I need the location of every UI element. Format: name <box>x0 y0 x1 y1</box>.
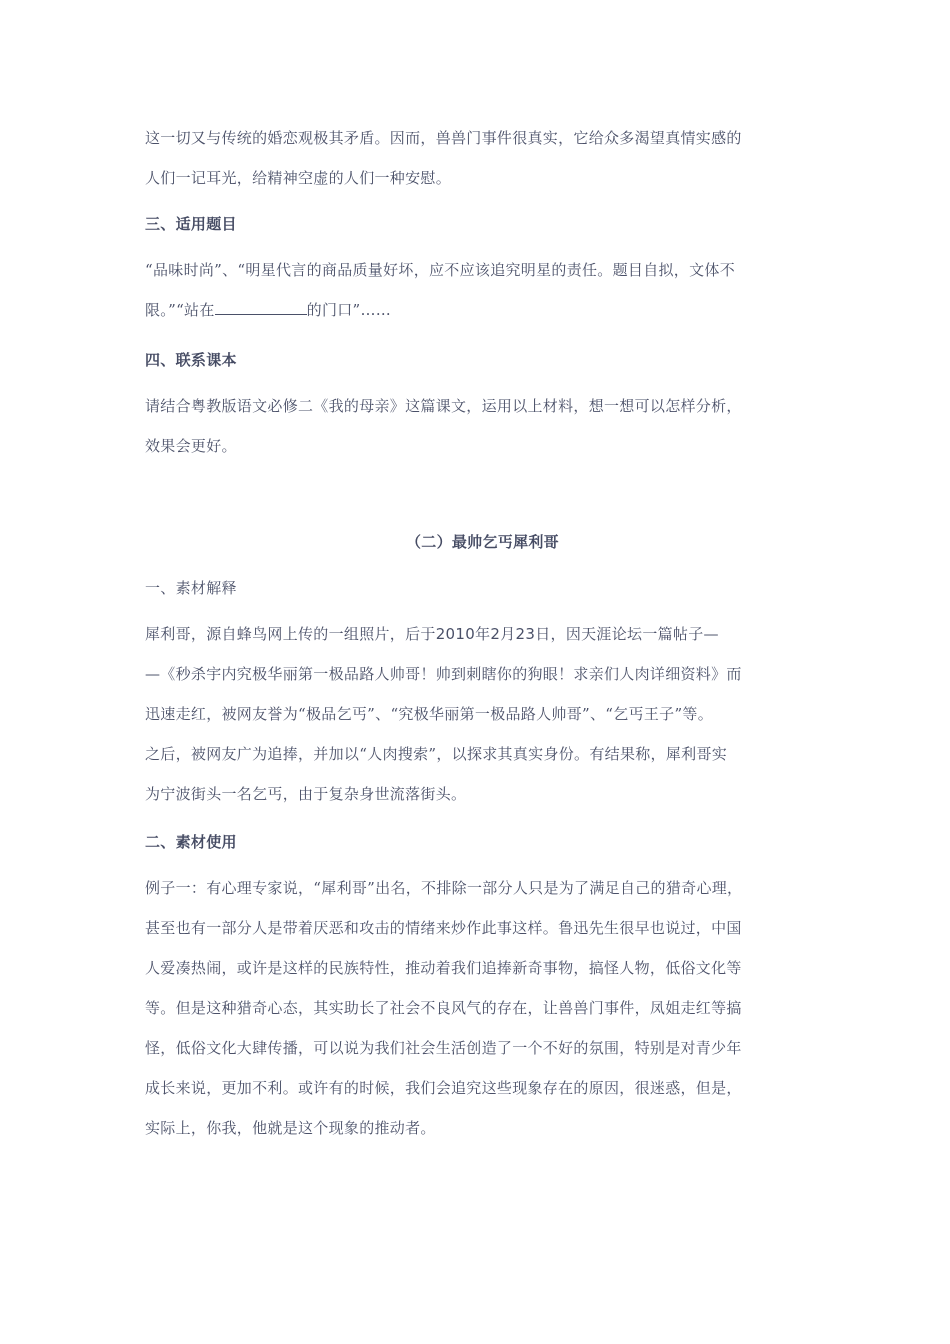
paragraph-line: 例子一：有心理专家说，“犀利哥”出名，不排除一部分人只是为了满足自己的猎奇心理， <box>145 879 743 897</box>
section-heading-material-explanation: 一、素材解释 <box>145 579 237 597</box>
year-value: 2010 <box>435 625 476 643</box>
topic-text-before-blank: 限。”“站在 <box>145 301 215 319</box>
section-heading-material-usage: 二、素材使用 <box>145 833 237 851</box>
month-value: 2 <box>490 625 501 643</box>
paragraph-line: 怪，低俗文化大肆传播，可以说为我们社会生活创造了一个不好的氛围，特别是对青少年 <box>145 1039 742 1057</box>
text-segment: 月 <box>500 625 516 643</box>
text-segment: 日，因天涯论坛一篇帖子— <box>535 625 719 643</box>
paragraph-line: 迅速走红，被网友誉为“极品乞丐”、“究极华丽第一极品路人帅哥”、“乞丐王子”等。 <box>145 705 714 723</box>
paragraph-line: 效果会更好。 <box>145 437 237 455</box>
paragraph-line: 成长来说，更加不利。或许有的时候，我们会追究这些现象存在的原因，很迷惑，但是， <box>145 1079 742 1097</box>
paragraph-line: 等。但是这种猎奇心态，其实助长了社会不良风气的存在，让兽兽门事件，凤姐走红等搞 <box>145 999 742 1017</box>
paragraph-line: 为宁波街头一名乞丐，由于复杂身世流落街头。 <box>145 785 467 803</box>
topic-text-after-blank: 的门口”…… <box>306 301 392 319</box>
section-heading-textbook-link: 四、联系课本 <box>145 351 237 369</box>
paragraph-line: 之后，被网友广为追捧，并加以“人肉搜索”，以探求其真实身份。有结果称，犀利哥实 <box>145 745 728 763</box>
paragraph-line: 请结合粤教版语文必修二《我的母亲》这篇课文，运用以上材料，想一想可以怎样分析， <box>145 397 742 415</box>
section-heading-applicable-topics: 三、适用题目 <box>145 215 237 233</box>
paragraph-line: 甚至也有一部分人是带着厌恶和攻击的情绪来炒作此事这样。鲁迅先生很早也说过，中国 <box>145 919 742 937</box>
paragraph-line: “品味时尚”、“明星代言的商品质量好坏，应不应该追究明星的责任。题目自拟，文体不 <box>145 261 736 279</box>
text-segment: 犀利哥，源自蜂鸟网上传的一组照片，后于 <box>145 625 436 643</box>
paragraph-line: 人们一记耳光，给精神空虚的人们一种安慰。 <box>145 169 452 187</box>
text-segment: 年 <box>475 625 491 643</box>
section-title: （二）最帅乞丐犀利哥 <box>405 533 559 551</box>
fill-in-blank <box>215 300 307 315</box>
paragraph-line: 实际上，你我，他就是这个现象的推动者。 <box>145 1119 436 1137</box>
paragraph-line <box>145 624 810 644</box>
paragraph-line: 人爱凑热闹，或许是这样的民族特性，推动着我们追捧新奇事物，搞怪人物，低俗文化等 <box>145 959 742 977</box>
paragraph-line: 这一切又与传统的婚恋观极其矛盾。因而，兽兽门事件很真实，它给众多渴望真情实感的 <box>145 129 742 147</box>
day-value: 23 <box>515 625 536 643</box>
paragraph-line <box>145 300 810 320</box>
paragraph-line: —《秒杀宇内究极华丽第一极品路人帅哥！帅到刺瞎你的狗眼！求亲们人肉详细资料》而 <box>145 665 742 683</box>
